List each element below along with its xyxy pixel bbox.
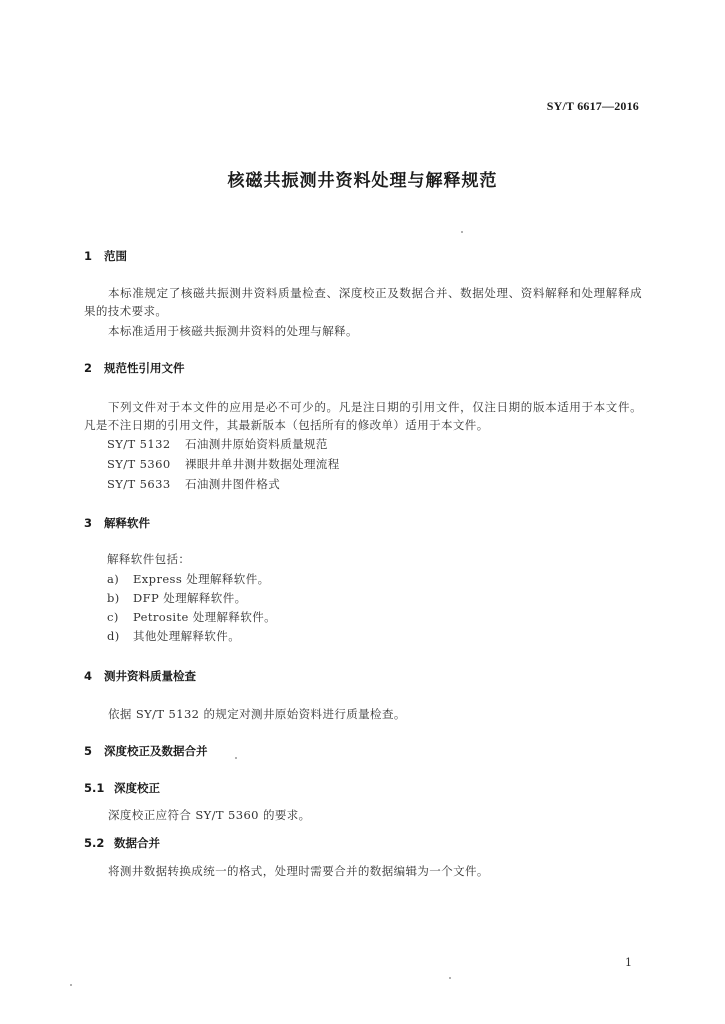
document-title: 核磁共振测井资料处理与解释规范 <box>227 171 498 191</box>
list-item <box>107 609 276 625</box>
list-marker: a) <box>107 572 120 586</box>
section-title: 深度校正及数据合并 <box>104 744 208 758</box>
section-4-heading <box>84 668 196 684</box>
section-4-paragraph: 依据 SY/T 5132 的规定对测井原始资料进行质量检查。 <box>108 707 406 721</box>
section-title: 规范性引用文件 <box>104 361 185 375</box>
list-text: 其他处理解释软件。 <box>133 629 241 643</box>
scan-speck <box>461 231 463 233</box>
reference-code: SY/T 5633 <box>107 477 171 491</box>
section-5-1-heading <box>84 780 160 796</box>
reference-code: SY/T 5360 <box>107 457 171 471</box>
standard-code: SY/T 6617—2016 <box>546 99 639 113</box>
list-text: Petrosite 处理解释软件。 <box>133 610 277 624</box>
list-item <box>107 590 247 606</box>
section-3-intro: 解释软件包括： <box>107 552 191 566</box>
section-number: 3 <box>84 516 93 530</box>
list-marker: c) <box>107 610 119 624</box>
section-5-2-heading <box>84 835 160 851</box>
section-1-paragraph-1: 本标准规定了核磁共振测井资料质量检查、深度校正及数据合并、数据处理、资料解释和处理解释成果的技术要求。 <box>84 286 642 318</box>
section-number: 1 <box>84 249 93 263</box>
section-5-2-paragraph: 将测井数据转换成统一的格式，处理时需要合并的数据编辑为一个文件。 <box>108 864 489 878</box>
section-2-heading <box>84 360 185 376</box>
section-1-heading <box>84 248 127 264</box>
section-2-paragraph: 下列文件对于本文件的应用是必不可少的。凡是注日期的引用文件，仅注日期的版本适用于本文件。凡是不注日期的引用文件，其最新版本（包括所有的修改单）适用于本文件。 <box>84 400 642 432</box>
scan-speck <box>235 757 237 759</box>
section-5-heading <box>84 743 208 759</box>
reference-item <box>107 456 340 472</box>
section-number: 5.1 <box>84 781 105 795</box>
section-title: 范围 <box>104 249 127 263</box>
reference-name: 石油测井原始资料质量规范 <box>185 437 328 451</box>
page-number: 1 <box>625 956 632 969</box>
section-number: 4 <box>84 669 93 683</box>
scan-speck <box>70 984 72 986</box>
scan-speck <box>449 977 451 979</box>
reference-name: 裸眼井单井测井数据处理流程 <box>185 457 340 471</box>
section-title: 数据合并 <box>114 836 160 850</box>
section-number: 2 <box>84 361 93 375</box>
reference-item <box>107 436 328 452</box>
section-5-1-paragraph: 深度校正应符合 SY/T 5360 的要求。 <box>108 808 311 822</box>
section-number: 5 <box>84 744 93 758</box>
reference-item <box>107 476 280 492</box>
list-text: Express 处理解释软件。 <box>133 572 270 586</box>
section-number: 5.2 <box>84 836 105 850</box>
list-marker: d) <box>107 629 120 643</box>
section-title: 解释软件 <box>104 516 150 530</box>
list-item <box>107 628 240 644</box>
list-text: DFP 处理解释软件。 <box>133 591 247 605</box>
list-item <box>107 571 270 587</box>
section-1-paragraph-2: 本标准适用于核磁共振测井资料的处理与解释。 <box>108 324 358 338</box>
reference-code: SY/T 5132 <box>107 437 171 451</box>
section-title: 测井资料质量检查 <box>104 669 196 683</box>
list-marker: b) <box>107 591 120 605</box>
section-3-heading <box>84 515 150 531</box>
section-title: 深度校正 <box>114 781 160 795</box>
reference-name: 石油测井图件格式 <box>185 477 281 491</box>
